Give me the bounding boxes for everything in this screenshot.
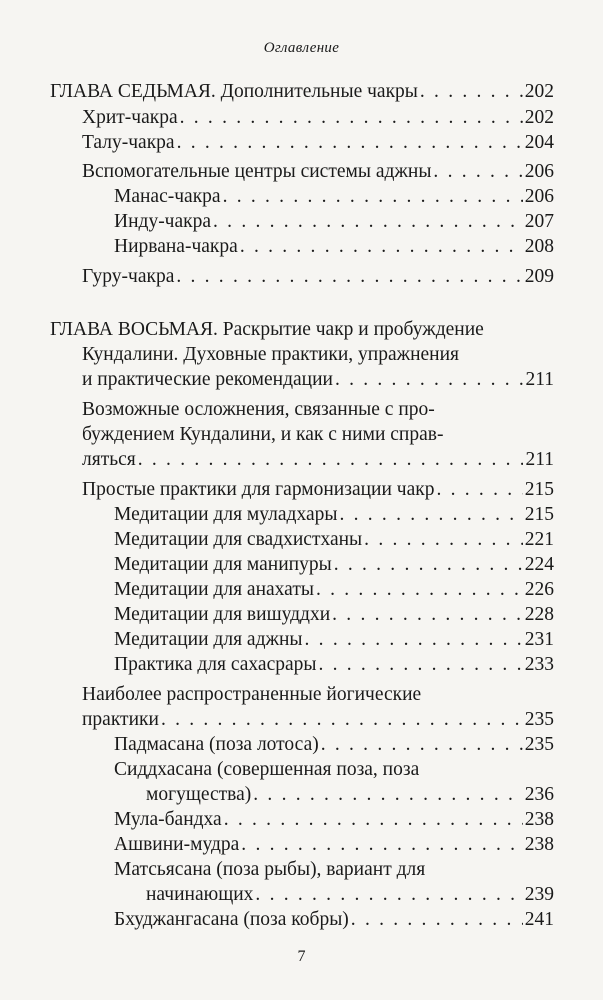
toc-entry-complications[interactable] — [82, 448, 554, 472]
toc-page-number: 204 — [524, 132, 554, 153]
toc-page-number: 215 — [524, 504, 554, 525]
toc-entry-complications-line-1[interactable]: Возможные осложнения, связанные с про- — [82, 399, 435, 420]
toc-page-number: 206 — [524, 161, 554, 182]
toc-entry-title: и практические рекомендации — [82, 369, 333, 390]
toc-page-number: 241 — [524, 909, 554, 930]
toc-entry-title: могущества) — [146, 784, 252, 805]
dot-leader — [335, 368, 524, 392]
toc-entry-sahasrara[interactable] — [114, 653, 554, 677]
toc-entry-muladhara[interactable] — [114, 503, 554, 527]
toc-entry-siddhasana[interactable] — [146, 783, 554, 807]
toc-entry-manipura[interactable] — [114, 553, 554, 577]
toc-page-number: 231 — [524, 629, 554, 650]
toc-entry-title: Медитации для свадхистханы — [114, 529, 363, 550]
dot-leader — [316, 578, 523, 602]
dot-leader — [433, 160, 522, 184]
toc-entry-bhujangasana[interactable] — [114, 908, 554, 932]
toc-page-number: 202 — [524, 107, 554, 128]
toc-entry-hrit[interactable] — [82, 106, 554, 130]
toc-entry-title: Медитации для муладхары — [114, 504, 338, 525]
toc-entry-indu[interactable] — [114, 210, 554, 234]
toc-entry-complications-line-2[interactable]: буждением Кундалини, и как с ними справ- — [82, 424, 444, 445]
toc-entry-title: Гуру-чакра — [82, 266, 175, 287]
toc-entry-title: практики — [82, 709, 159, 730]
dot-leader — [240, 235, 523, 259]
toc-entry-title: Хрит-чакра — [82, 107, 178, 128]
dot-leader — [332, 603, 523, 627]
toc-entry-yogic-practices[interactable] — [82, 708, 554, 732]
toc-page-number: 206 — [524, 186, 554, 207]
toc-page-number: 208 — [524, 236, 554, 257]
toc-page-number: 235 — [524, 734, 554, 755]
toc-entry-title: Медитации для манипуры — [114, 554, 332, 575]
dot-leader — [223, 185, 523, 209]
toc-page-number: 233 — [524, 654, 554, 675]
dot-leader — [253, 783, 522, 807]
toc-page-number: 235 — [524, 709, 554, 730]
toc-page-number: 226 — [524, 579, 554, 600]
toc-entry-chapter-8[interactable] — [82, 368, 554, 392]
toc-entry-title: Манас-чакра — [114, 186, 221, 207]
toc-entry-guru[interactable] — [82, 265, 554, 289]
dot-leader — [161, 708, 523, 732]
dot-leader — [420, 80, 523, 104]
toc-entry-mula-bandha[interactable] — [114, 808, 554, 832]
toc-page-number: 236 — [524, 784, 554, 805]
toc-entry-title: Медитации для аджны — [114, 629, 303, 650]
dot-leader — [177, 131, 523, 155]
toc-entry-title: Бхуджангасана (поза кобры) — [114, 909, 349, 930]
toc-entry-title: Практика для сахасрары — [114, 654, 317, 675]
toc-entry-yogic-line-1[interactable]: Наиболее распространенные йогические — [82, 684, 422, 705]
toc-entry-title: Вспомогательные центры системы аджны — [82, 161, 432, 182]
toc-entry-aux-centers[interactable] — [82, 160, 554, 184]
dot-leader — [255, 883, 522, 907]
toc-page-number: 209 — [524, 266, 554, 287]
toc-page-number: 221 — [524, 529, 554, 550]
dot-leader — [436, 478, 522, 502]
dot-leader — [318, 653, 522, 677]
toc-entry-title: Ашвини-мудра — [114, 834, 240, 855]
toc-entry-nirvana[interactable] — [114, 235, 554, 259]
toc-page-number: 224 — [524, 554, 554, 575]
toc-entry-vishuddha[interactable] — [114, 603, 554, 627]
toc-entry-title: ГЛАВА СЕДЬМАЯ. Дополнительные чакры — [50, 81, 418, 102]
toc-entry-padmasana[interactable] — [114, 733, 554, 757]
toc-entry-title: начинающих — [146, 884, 254, 905]
toc-entry-simple-practices[interactable] — [82, 478, 554, 502]
toc-entry-title: Инду-чакра — [114, 211, 212, 232]
dot-leader — [138, 448, 524, 472]
dot-leader — [339, 503, 522, 527]
toc-entry-matsyasana[interactable] — [146, 883, 554, 907]
dot-leader — [364, 528, 523, 552]
toc-entry-title: Медитации для анахаты — [114, 579, 314, 600]
toc-entry-svadhisthana[interactable] — [114, 528, 554, 552]
toc-page-number: 228 — [524, 604, 554, 625]
dot-leader — [305, 628, 523, 652]
toc-entry-manas[interactable] — [114, 185, 554, 209]
toc-entry-talu[interactable] — [82, 131, 554, 155]
dot-leader — [213, 210, 523, 234]
toc-entry-chapter-7[interactable] — [50, 80, 554, 104]
toc-page-number: 238 — [524, 809, 554, 830]
toc-entry-anahata[interactable] — [114, 578, 554, 602]
toc-entry-matsyasana-line-1[interactable]: Матсьясана (поза рыбы), вариант для — [114, 859, 426, 880]
toc-entry-title: Нирвана-чакра — [114, 236, 238, 257]
toc-entry-siddhasana-line-1[interactable]: Сиддхасана (совершенная поза, поза — [114, 759, 420, 780]
dot-leader — [176, 265, 522, 289]
toc-entry-ashvini-mudra[interactable] — [114, 833, 554, 857]
toc-page-number: 207 — [524, 211, 554, 232]
toc-page-number: 202 — [524, 81, 554, 102]
toc-page-number: 215 — [524, 479, 554, 500]
dot-leader — [241, 833, 522, 857]
toc-entry-title: Талу-чакра — [82, 132, 175, 153]
toc-entry-title: ляться — [82, 449, 136, 470]
dot-leader — [180, 106, 523, 130]
toc-page-number: 211 — [525, 449, 554, 470]
dot-leader — [334, 553, 523, 577]
toc-entry-title: Падмасана (поза лотоса) — [114, 734, 319, 755]
toc-entry-chapter-8-line-2[interactable]: Кундалини. Духовные практики, упражнения — [82, 344, 460, 365]
toc-entry-title: Медитации для вишуддхи — [114, 604, 331, 625]
toc-page-number: 238 — [524, 834, 554, 855]
toc-page-number: 211 — [525, 369, 554, 390]
page-number: 7 — [297, 948, 306, 965]
toc-entry-ajna[interactable] — [114, 628, 554, 652]
dot-leader — [351, 908, 523, 932]
dot-leader — [224, 808, 523, 832]
page-header: Оглавление — [263, 40, 340, 56]
toc-entry-chapter-8-line-1[interactable]: ГЛАВА ВОСЬМАЯ. Раскрытие чакр и пробуждение — [50, 319, 484, 340]
toc-page-number: 239 — [524, 884, 554, 905]
dot-leader — [321, 733, 523, 757]
toc-entry-title: Мула-бандха — [114, 809, 222, 830]
toc-entry-title: Простые практики для гармонизации чакр — [82, 479, 435, 500]
